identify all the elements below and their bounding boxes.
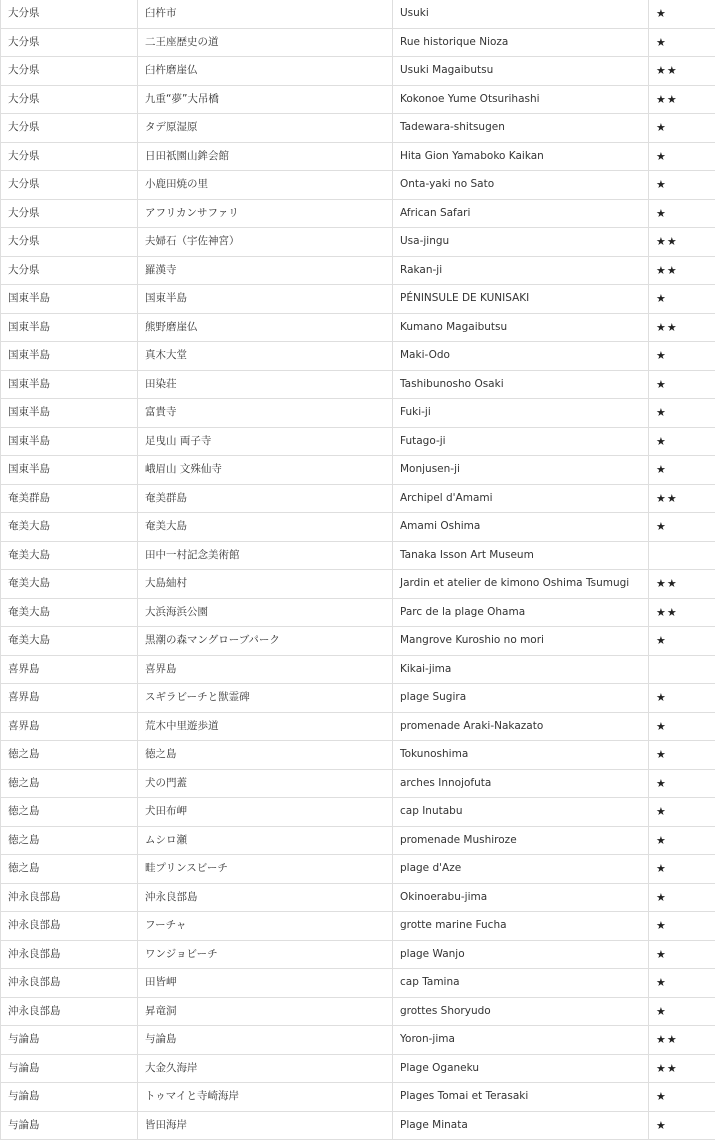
star-rating-cell: ★ (649, 855, 715, 884)
table-row (1, 342, 715, 371)
region-cell: 国東半島 (1, 456, 138, 485)
table-row (1, 142, 715, 171)
french-name-cell: Usa-jingu (393, 228, 649, 257)
french-name-cell: promenade Mushiroze (393, 826, 649, 855)
french-name-cell: PÉNINSULE DE KUNISAKI (393, 285, 649, 314)
japanese-name-cell: 峨眉山 文殊仙寺 (138, 456, 393, 485)
japanese-name-cell: 犬田布岬 (138, 798, 393, 827)
table-row (1, 285, 715, 314)
star-rating-cell: ★ (649, 114, 715, 143)
japanese-name-cell: 九重“夢”大吊橋 (138, 85, 393, 114)
star-rating-cell: ★ (649, 684, 715, 713)
star-rating-cell: ★ (649, 741, 715, 770)
french-name-cell: Kokonoe Yume Otsurihashi (393, 85, 649, 114)
table-row (1, 826, 715, 855)
star-rating-cell: ★★ (649, 1054, 715, 1083)
table-row (1, 114, 715, 143)
japanese-name-cell: 田皆岬 (138, 969, 393, 998)
region-cell: 徳之島 (1, 855, 138, 884)
region-cell: 徳之島 (1, 741, 138, 770)
japanese-name-cell: フーチャ (138, 912, 393, 941)
french-name-cell: Monjusen-ji (393, 456, 649, 485)
japanese-name-cell: 昇竜洞 (138, 997, 393, 1026)
region-cell: 奄美大島 (1, 570, 138, 599)
star-rating-cell: ★ (649, 427, 715, 456)
table-row (1, 484, 715, 513)
table-row (1, 427, 715, 456)
region-cell: 沖永良部島 (1, 969, 138, 998)
japanese-name-cell: 田染荘 (138, 370, 393, 399)
french-name-cell: Maki-Odo (393, 342, 649, 371)
star-rating-cell: ★ (649, 456, 715, 485)
japanese-name-cell: 奄美大島 (138, 513, 393, 542)
region-cell: 大分県 (1, 199, 138, 228)
french-name-cell: Tadewara-shitsugen (393, 114, 649, 143)
star-rating-cell: ★ (649, 28, 715, 57)
japanese-name-cell: 与論島 (138, 1026, 393, 1055)
star-rating-cell: ★★ (649, 313, 715, 342)
table-row (1, 1111, 715, 1140)
table-row (1, 541, 715, 570)
french-name-cell: Tokunoshima (393, 741, 649, 770)
japanese-name-cell: 小鹿田焼の里 (138, 171, 393, 200)
star-rating-cell: ★★ (649, 256, 715, 285)
french-name-cell: cap Tamina (393, 969, 649, 998)
japanese-name-cell: 畦プリンスビーチ (138, 855, 393, 884)
french-name-cell: grotte marine Fucha (393, 912, 649, 941)
region-cell: 国東半島 (1, 427, 138, 456)
star-rating-cell: ★ (649, 912, 715, 941)
french-name-cell: Hita Gion Yamaboko Kaikan (393, 142, 649, 171)
region-cell: 徳之島 (1, 826, 138, 855)
region-cell: 奄美大島 (1, 541, 138, 570)
table-row (1, 370, 715, 399)
japanese-name-cell: 大島紬村 (138, 570, 393, 599)
region-cell: 大分県 (1, 57, 138, 86)
table-row (1, 313, 715, 342)
japanese-name-cell: ムシロ瀬 (138, 826, 393, 855)
star-rating-cell: ★ (649, 826, 715, 855)
japanese-name-cell: トゥマイと寺崎海岸 (138, 1083, 393, 1112)
japanese-name-cell: 国東半島 (138, 285, 393, 314)
region-cell: 大分県 (1, 114, 138, 143)
japanese-name-cell: 犬の門蓋 (138, 769, 393, 798)
table-row (1, 912, 715, 941)
table-row (1, 256, 715, 285)
star-rating-cell: ★ (649, 1111, 715, 1140)
region-cell: 国東半島 (1, 399, 138, 428)
japanese-name-cell: 足曳山 両子寺 (138, 427, 393, 456)
table-row (1, 655, 715, 684)
table-body (1, 0, 715, 1140)
star-rating-cell: ★ (649, 370, 715, 399)
french-name-cell: Kikai-jima (393, 655, 649, 684)
table-row (1, 684, 715, 713)
french-name-cell: Kumano Magaibutsu (393, 313, 649, 342)
french-name-cell: Tashibunosho Osaki (393, 370, 649, 399)
french-name-cell: plage d'Aze (393, 855, 649, 884)
french-name-cell: plage Wanjo (393, 940, 649, 969)
star-rating-cell (649, 541, 715, 570)
french-name-cell: Mangrove Kuroshio no mori (393, 627, 649, 656)
region-cell: 与論島 (1, 1111, 138, 1140)
french-name-cell: Futago-ji (393, 427, 649, 456)
star-rating-cell: ★ (649, 171, 715, 200)
star-rating-cell: ★ (649, 883, 715, 912)
french-name-cell: Plage Minata (393, 1111, 649, 1140)
japanese-name-cell: 皆田海岸 (138, 1111, 393, 1140)
star-rating-cell: ★ (649, 627, 715, 656)
table-row (1, 598, 715, 627)
region-cell: 大分県 (1, 171, 138, 200)
japanese-name-cell: 大浜海浜公園 (138, 598, 393, 627)
japanese-name-cell: 黒潮の森マングローブパーク (138, 627, 393, 656)
japanese-name-cell: 富貴寺 (138, 399, 393, 428)
table-row (1, 570, 715, 599)
table-row (1, 1054, 715, 1083)
table-row (1, 57, 715, 86)
star-rating-cell: ★ (649, 342, 715, 371)
region-cell: 徳之島 (1, 798, 138, 827)
french-name-cell: Yoron-jima (393, 1026, 649, 1055)
table-row (1, 0, 715, 28)
star-rating-cell: ★★ (649, 598, 715, 627)
star-rating-cell: ★ (649, 969, 715, 998)
table-row (1, 883, 715, 912)
region-cell: 大分県 (1, 85, 138, 114)
region-cell: 大分県 (1, 228, 138, 257)
region-cell: 与論島 (1, 1083, 138, 1112)
table-row (1, 228, 715, 257)
table-row (1, 798, 715, 827)
star-rating-cell: ★★ (649, 85, 715, 114)
french-name-cell: Archipel d'Amami (393, 484, 649, 513)
star-rating-cell: ★★ (649, 1026, 715, 1055)
star-rating-cell: ★★ (649, 570, 715, 599)
french-name-cell: Okinoerabu-jima (393, 883, 649, 912)
star-rating-cell: ★ (649, 997, 715, 1026)
star-rating-cell: ★ (649, 1083, 715, 1112)
japanese-name-cell: 徳之島 (138, 741, 393, 770)
french-name-cell: African Safari (393, 199, 649, 228)
table-row (1, 940, 715, 969)
region-cell: 大分県 (1, 0, 138, 28)
japanese-name-cell: ワンジョビーチ (138, 940, 393, 969)
french-name-cell: Amami Oshima (393, 513, 649, 542)
star-rating-cell: ★★ (649, 228, 715, 257)
region-cell: 徳之島 (1, 769, 138, 798)
region-cell: 国東半島 (1, 313, 138, 342)
star-rating-cell: ★ (649, 798, 715, 827)
french-name-cell: Plage Oganeku (393, 1054, 649, 1083)
star-rating-cell: ★ (649, 513, 715, 542)
region-cell: 喜界島 (1, 684, 138, 713)
region-cell: 国東半島 (1, 285, 138, 314)
region-cell: 奄美大島 (1, 598, 138, 627)
table-row (1, 769, 715, 798)
japanese-name-cell: アフリカンサファリ (138, 199, 393, 228)
japanese-name-cell: 羅漢寺 (138, 256, 393, 285)
french-name-cell: promenade Araki-Nakazato (393, 712, 649, 741)
table-row (1, 741, 715, 770)
french-name-cell: grottes Shoryudo (393, 997, 649, 1026)
table-row (1, 28, 715, 57)
star-rating-cell: ★ (649, 769, 715, 798)
japanese-name-cell: スギラビーチと獣霊碑 (138, 684, 393, 713)
french-name-cell: Parc de la plage Ohama (393, 598, 649, 627)
region-cell: 国東半島 (1, 370, 138, 399)
japanese-name-cell: 夫婦石（宇佐神宮） (138, 228, 393, 257)
region-cell: 奄美大島 (1, 627, 138, 656)
japanese-name-cell: 沖永良部島 (138, 883, 393, 912)
table-row (1, 513, 715, 542)
region-cell: 与論島 (1, 1026, 138, 1055)
japanese-name-cell: 真木大堂 (138, 342, 393, 371)
table-row (1, 712, 715, 741)
region-cell: 奄美群島 (1, 484, 138, 513)
region-cell: 与論島 (1, 1054, 138, 1083)
star-rating-cell: ★ (649, 399, 715, 428)
table-row (1, 85, 715, 114)
french-name-cell: Fuki-ji (393, 399, 649, 428)
region-cell: 大分県 (1, 28, 138, 57)
french-name-cell: Rue historique Nioza (393, 28, 649, 57)
region-cell: 喜界島 (1, 712, 138, 741)
japanese-name-cell: 熊野磨崖仏 (138, 313, 393, 342)
japanese-name-cell: 臼杵市 (138, 0, 393, 28)
french-name-cell: Onta-yaki no Sato (393, 171, 649, 200)
region-cell: 沖永良部島 (1, 883, 138, 912)
french-name-cell: Tanaka Isson Art Museum (393, 541, 649, 570)
french-name-cell: arches Innojofuta (393, 769, 649, 798)
table-row (1, 171, 715, 200)
japanese-name-cell: 臼杵磨崖仏 (138, 57, 393, 86)
french-name-cell: Plages Tomai et Terasaki (393, 1083, 649, 1112)
japanese-name-cell: 日田祇園山鉾会館 (138, 142, 393, 171)
french-name-cell: cap Inutabu (393, 798, 649, 827)
table-row (1, 627, 715, 656)
japanese-name-cell: 田中一村記念美術館 (138, 541, 393, 570)
star-rating-cell: ★ (649, 712, 715, 741)
region-cell: 大分県 (1, 142, 138, 171)
region-cell: 沖永良部島 (1, 912, 138, 941)
star-rating-cell: ★★ (649, 484, 715, 513)
french-name-cell: plage Sugira (393, 684, 649, 713)
table-row (1, 1083, 715, 1112)
japanese-name-cell: タデ原湿原 (138, 114, 393, 143)
japanese-name-cell: 奄美群島 (138, 484, 393, 513)
region-cell: 沖永良部島 (1, 940, 138, 969)
star-rating-cell: ★ (649, 142, 715, 171)
table-row (1, 997, 715, 1026)
star-rating-cell: ★ (649, 285, 715, 314)
star-rating-cell: ★ (649, 0, 715, 28)
region-cell: 沖永良部島 (1, 997, 138, 1026)
french-name-cell: Rakan-ji (393, 256, 649, 285)
region-cell: 喜界島 (1, 655, 138, 684)
region-cell: 大分県 (1, 256, 138, 285)
french-name-cell: Usuki Magaibutsu (393, 57, 649, 86)
region-cell: 奄美大島 (1, 513, 138, 542)
japanese-name-cell: 大金久海岸 (138, 1054, 393, 1083)
star-rating-cell: ★ (649, 199, 715, 228)
table-row (1, 969, 715, 998)
french-name-cell: Jardin et atelier de kimono Oshima Tsumugi (393, 570, 649, 599)
japanese-name-cell: 荒木中里遊歩道 (138, 712, 393, 741)
table-row (1, 855, 715, 884)
star-rating-cell: ★★ (649, 57, 715, 86)
table-row (1, 399, 715, 428)
star-rating-cell: ★ (649, 940, 715, 969)
table-row (1, 199, 715, 228)
japanese-name-cell: 喜界島 (138, 655, 393, 684)
table-row (1, 1026, 715, 1055)
japanese-name-cell: 二王座歴史の道 (138, 28, 393, 57)
star-rating-cell (649, 655, 715, 684)
region-cell: 国東半島 (1, 342, 138, 371)
french-name-cell: Usuki (393, 0, 649, 28)
table-row (1, 456, 715, 485)
